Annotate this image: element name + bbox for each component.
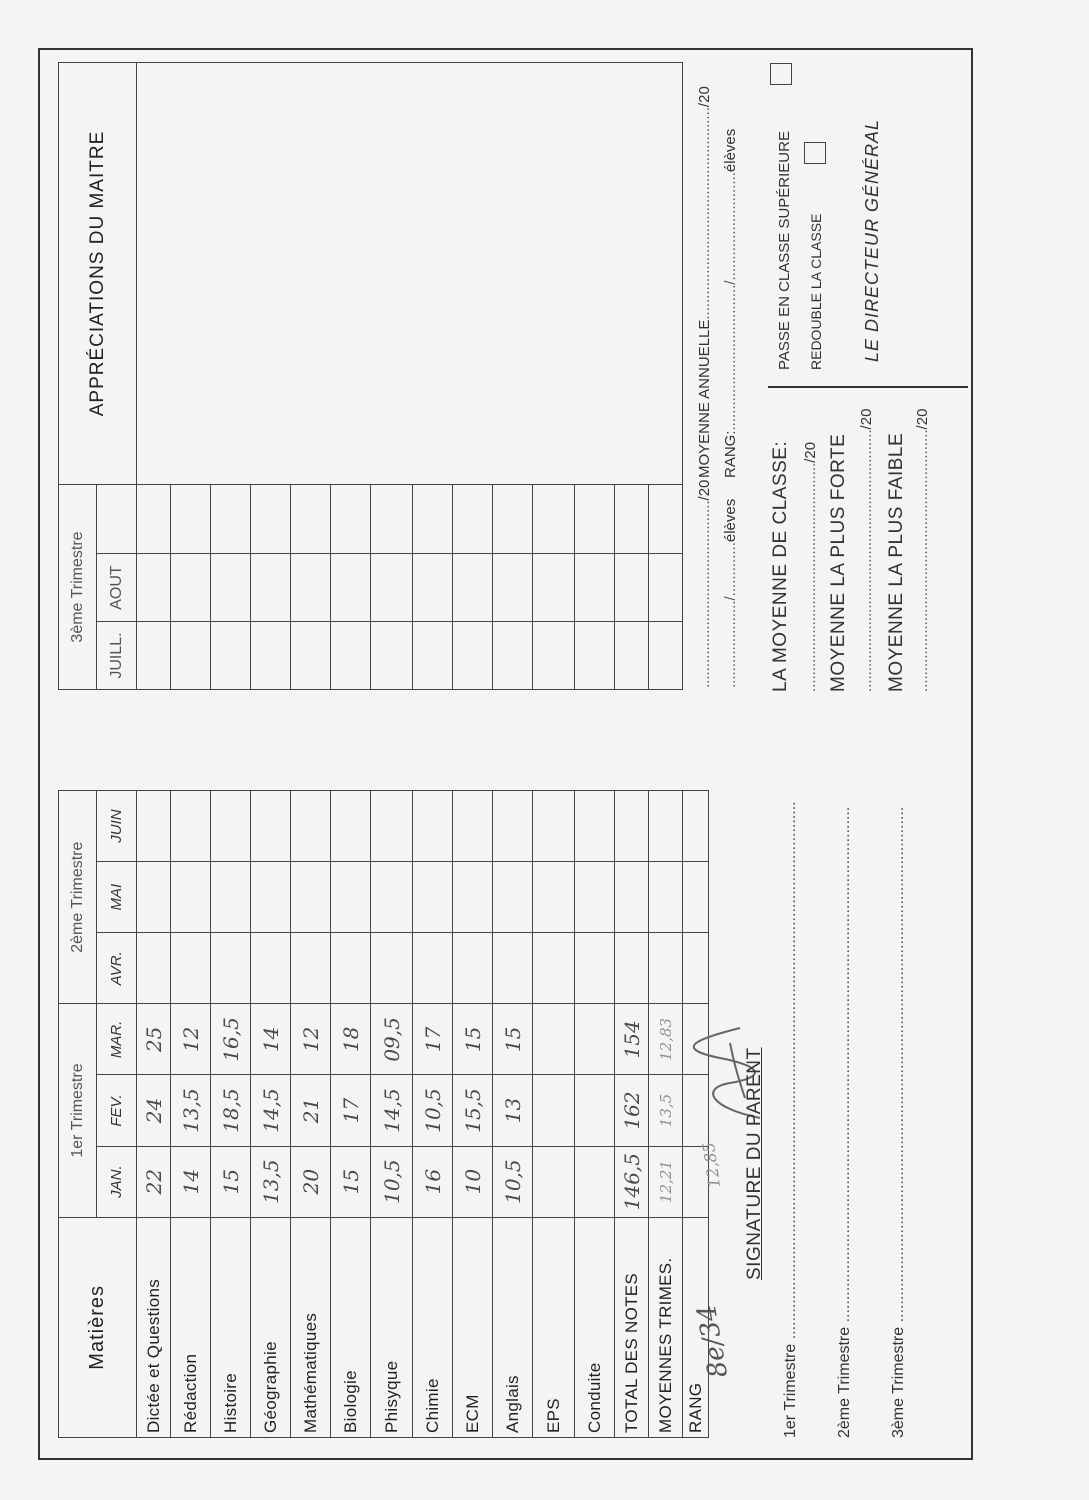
grade-mar [575, 1004, 615, 1075]
grade-jan: 20 [291, 1146, 331, 1217]
trim3-cell [171, 622, 211, 690]
month-aout: AOUT [97, 554, 137, 622]
trim3-cell [413, 622, 453, 690]
parent-sig-trim2-label: 2ème Trimestre [836, 1326, 853, 1438]
lowest-average [886, 433, 908, 692]
passe-label: PASSE EN CLASSE SUPÉRIEURE [776, 131, 793, 370]
grade-row [137, 791, 171, 1438]
annual-average-label: MOYENNE ANNUELLE [696, 319, 713, 478]
grade-jan [575, 1146, 615, 1217]
grade-fev: 24 [137, 1075, 171, 1146]
trim3-cell [453, 554, 493, 622]
rang-handwritten: 8e/34 [691, 1302, 735, 1381]
trimester-1-header: 1er Trimestre [59, 1004, 97, 1217]
grade-jan: 10 [453, 1146, 493, 1217]
subject-cell: Chimie [413, 1217, 453, 1437]
empty-grade-cell [251, 791, 291, 862]
grade-jan: 12,21 [649, 1146, 683, 1217]
empty-grade-cell [649, 862, 683, 933]
trim3-cell [453, 485, 493, 554]
empty-grade-cell [575, 791, 615, 862]
grade-jan: 22 [137, 1146, 171, 1217]
empty-grade-cell [371, 862, 413, 933]
empty-grade-cell [371, 933, 413, 1004]
grade-fev: 162 [615, 1075, 649, 1146]
subject-cell: RANG [683, 1217, 709, 1437]
trim3-cell [211, 485, 251, 554]
subject-cell: Biologie [331, 1217, 371, 1437]
parent-signature-title: SIGNATURE DU PARENT [744, 1047, 765, 1280]
trim3-cell [137, 622, 171, 690]
class-average-suffix: /20 [802, 441, 819, 463]
month-juill: JUILL. [97, 622, 137, 690]
empty-grade-cell [413, 862, 453, 933]
parent-sig-trim1: 1er Trimestre ......................................................................................................................... [782, 801, 799, 1438]
empty-grade-cell [413, 791, 453, 862]
subject-cell: Rédaction [171, 1217, 211, 1437]
trim3-cell [371, 622, 413, 690]
subject-cell: EPS [533, 1217, 575, 1437]
trim3-cell [615, 554, 649, 622]
grade-mar: 25 [137, 1004, 171, 1075]
empty-grade-cell [493, 791, 533, 862]
trim3-cell [615, 622, 649, 690]
grade-row [211, 791, 251, 1438]
grade-mar: 154 [615, 1004, 649, 1075]
lowest-average-suffix: /20 [914, 408, 931, 430]
grade-row [533, 791, 575, 1438]
trim3-cell [137, 485, 171, 554]
month-fev: FEV. [97, 1075, 137, 1146]
trim3-cell [171, 485, 211, 554]
grade-row [371, 791, 413, 1438]
trim3-cell [371, 554, 413, 622]
decision-redouble [808, 214, 824, 370]
grades-table [58, 790, 709, 1438]
trim3-cell [533, 554, 575, 622]
month-mai: MAI [97, 862, 137, 933]
empty-grade-cell [683, 862, 709, 933]
appreciations-cell[interactable] [137, 63, 683, 485]
grade-row [291, 791, 331, 1438]
grade-mar: 18 [331, 1004, 371, 1075]
empty-grade-cell [251, 862, 291, 933]
director-label: LE DIRECTEUR GÉNÉRAL [862, 118, 882, 362]
class-average-value: ......................................................./20 [802, 441, 819, 692]
trim-average-handwritten: 12,85 [698, 1141, 725, 1190]
trim3-blank-col [97, 485, 137, 554]
empty-grade-cell [533, 862, 575, 933]
grade-mar: 12,83 [649, 1004, 683, 1075]
grade-fev: 13,5 [649, 1075, 683, 1146]
empty-grade-cell [615, 791, 649, 862]
trim3-cell [413, 485, 453, 554]
empty-grade-cell [649, 933, 683, 1004]
trim3-cell [533, 622, 575, 690]
empty-grade-cell [251, 933, 291, 1004]
grade-row [493, 791, 533, 1438]
grade-mar: 16,5 [211, 1004, 251, 1075]
trim3-cell [171, 554, 211, 622]
empty-grade-cell [171, 933, 211, 1004]
annual-rang-suffix: élèves [722, 128, 739, 173]
trim3-cell [331, 622, 371, 690]
decision-divider [768, 386, 968, 388]
trim3-cell [413, 554, 453, 622]
empty-grade-cell [137, 791, 171, 862]
trim3-cell [575, 485, 615, 554]
grade-fev: 21 [291, 1075, 331, 1146]
highest-average-value: .............................................................../20 [858, 408, 875, 692]
trim3-cell [649, 485, 683, 554]
grade-fev: 13,5 [171, 1075, 211, 1146]
trim3-cell [331, 485, 371, 554]
subject-cell: Phisyque [371, 1217, 413, 1437]
empty-grade-cell [291, 933, 331, 1004]
empty-grade-cell [493, 862, 533, 933]
trim3-total-line: ............................................./20 [696, 479, 713, 688]
empty-grade-cell [575, 862, 615, 933]
lowest-average-label: MOYENNE LA PLUS FAIBLE [886, 432, 907, 692]
grade-row [649, 791, 683, 1438]
grade-mar: 14 [251, 1004, 291, 1075]
empty-grade-cell [137, 862, 171, 933]
redouble-label: REDOUBLE LA CLASSE [808, 213, 824, 370]
parent-sig-trim3: 3ème Trimestre .................................................................................................................... [890, 806, 907, 1438]
grade-row [575, 791, 615, 1438]
grade-jan: 16 [413, 1146, 453, 1217]
empty-grade-cell [291, 862, 331, 933]
grade-mar: 17 [413, 1004, 453, 1075]
empty-grade-cell [171, 862, 211, 933]
trimester-3-header: 3ème Trimestre [59, 485, 97, 690]
grade-row [331, 791, 371, 1438]
empty-grade-cell [211, 791, 251, 862]
trim3-row [137, 63, 171, 690]
parent-sig-trim2: 2ème Trimestre .................................................................................................................... [836, 806, 853, 1438]
class-average [770, 441, 792, 692]
month-mar: MAR. [97, 1004, 137, 1075]
month-avr: AVR. [97, 933, 137, 1004]
trim3-rang-line: ...................../.............élèves [722, 498, 739, 688]
grade-jan: 15 [331, 1146, 371, 1217]
empty-grade-cell [291, 791, 331, 862]
grade-fev: 14,5 [251, 1075, 291, 1146]
month-juin: JUIN [97, 791, 137, 862]
trim3-cell [291, 554, 331, 622]
grade-row [413, 791, 453, 1438]
empty-grade-cell [331, 862, 371, 933]
grade-jan: 13,5 [251, 1146, 291, 1217]
redouble-checkbox[interactable] [804, 142, 826, 164]
subject-cell: Anglais [493, 1217, 533, 1437]
trim3-cell [137, 554, 171, 622]
grade-mar: 12 [291, 1004, 331, 1075]
trim3-cell [615, 485, 649, 554]
trim3-cell [493, 622, 533, 690]
grade-jan: 10,5 [371, 1146, 413, 1217]
trim3-cell [211, 622, 251, 690]
grade-jan: 14 [171, 1146, 211, 1217]
grade-fev [533, 1075, 575, 1146]
empty-grade-cell [649, 791, 683, 862]
subject-cell: TOTAL DES NOTES [615, 1217, 649, 1437]
empty-grade-cell [371, 791, 413, 862]
class-average-label: LA MOYENNE DE CLASSE: [770, 440, 791, 692]
subject-header: Matières [59, 1217, 137, 1437]
grade-fev: 14,5 [371, 1075, 413, 1146]
lowest-average-value: .............................................................../20 [914, 408, 931, 692]
empty-grade-cell [211, 933, 251, 1004]
grade-fev: 10,5 [413, 1075, 453, 1146]
decision-passe [776, 131, 793, 370]
trim3-cell [575, 554, 615, 622]
trim3-cell [575, 622, 615, 690]
empty-grade-cell [615, 862, 649, 933]
trim3-cell [649, 622, 683, 690]
empty-grade-cell [331, 933, 371, 1004]
grade-row [171, 791, 211, 1438]
trim3-cell [251, 554, 291, 622]
empty-grade-cell [171, 791, 211, 862]
parent-sig-trim3-label: 3ème Trimestre [890, 1326, 907, 1438]
empty-grade-cell [533, 933, 575, 1004]
appreciations-header: APPRÉCIATIONS DU MAITRE [59, 63, 137, 485]
trim3-rang-suffix: élèves [722, 498, 739, 543]
subject-cell: Conduite [575, 1217, 615, 1437]
trim3-cell [533, 485, 575, 554]
grade-row [251, 791, 291, 1438]
empty-grade-cell [493, 933, 533, 1004]
highest-average [828, 434, 850, 692]
grade-fev: 18,5 [211, 1075, 251, 1146]
month-jan: JAN. [97, 1146, 137, 1217]
passe-checkbox[interactable] [770, 63, 792, 85]
grade-jan: 146,5 [615, 1146, 649, 1217]
grade-mar: 15 [493, 1004, 533, 1075]
annual-rang-label: RANG: [722, 430, 739, 478]
subject-cell: Géographie [251, 1217, 291, 1437]
subject-cell: Histoire [211, 1217, 251, 1437]
grade-jan: 10,5 [493, 1146, 533, 1217]
empty-grade-cell [683, 933, 709, 1004]
grade-fev: 17 [331, 1075, 371, 1146]
annual-average-line: MOYENNE ANNUELLE.................................................../20 [696, 86, 713, 478]
parent-sig-trim1-label: 1er Trimestre [782, 1343, 799, 1438]
subject-cell: Mathématiques [291, 1217, 331, 1437]
empty-grade-cell [137, 933, 171, 1004]
empty-grade-cell [683, 791, 709, 862]
grade-jan [533, 1146, 575, 1217]
empty-grade-cell [453, 933, 493, 1004]
grade-mar: 15 [453, 1004, 493, 1075]
trim3-cell [649, 554, 683, 622]
subject-cell: MOYENNES TRIMES. [649, 1217, 683, 1437]
trim3-cell [251, 622, 291, 690]
trim3-total-suffix: /20 [696, 479, 713, 501]
trim3-cell [493, 485, 533, 554]
grade-mar [533, 1004, 575, 1075]
trimester-3-table [58, 62, 683, 690]
grade-fev [575, 1075, 615, 1146]
annual-average-suffix: /20 [696, 86, 713, 108]
trimester-2-header: 2ème Trimestre [59, 791, 97, 1004]
grade-mar: 12 [171, 1004, 211, 1075]
empty-grade-cell [615, 933, 649, 1004]
grade-row [615, 791, 649, 1438]
grade-mar: 09,5 [371, 1004, 413, 1075]
grade-row [453, 791, 493, 1438]
empty-grade-cell [575, 933, 615, 1004]
highest-average-label: MOYENNE LA PLUS FORTE [828, 433, 849, 692]
grade-jan: 15 [211, 1146, 251, 1217]
grade-fev: 15,5 [453, 1075, 493, 1146]
trim3-cell [331, 554, 371, 622]
parent-signature-scribble [690, 1018, 780, 1128]
trim3-cell [371, 485, 413, 554]
trim3-cell [291, 622, 331, 690]
trim3-cell [251, 485, 291, 554]
empty-grade-cell [331, 791, 371, 862]
subject-cell: Dictée et Questions [137, 1217, 171, 1437]
empty-grade-cell [533, 791, 575, 862]
subject-cell: ECM [453, 1217, 493, 1437]
highest-average-suffix: /20 [858, 408, 875, 430]
empty-grade-cell [211, 862, 251, 933]
empty-grade-cell [453, 791, 493, 862]
empty-grade-cell [453, 862, 493, 933]
trim3-cell [453, 622, 493, 690]
trim3-cell [493, 554, 533, 622]
trim3-cell [291, 485, 331, 554]
annual-rang-line: RANG:.................................../..........................élèves [722, 128, 739, 478]
trim3-cell [211, 554, 251, 622]
grade-fev: 13 [493, 1075, 533, 1146]
empty-grade-cell [413, 933, 453, 1004]
